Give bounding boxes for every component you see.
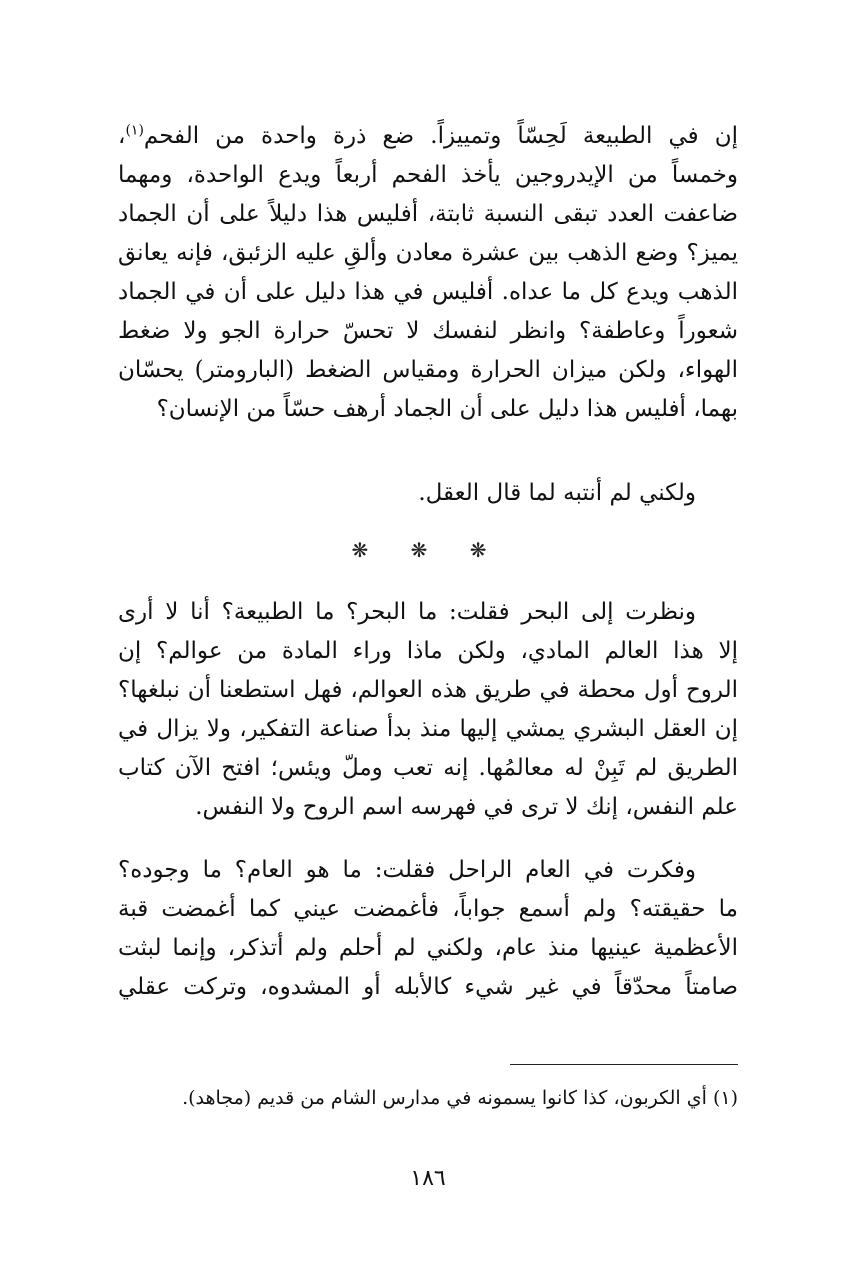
paragraph-3 <box>118 593 738 827</box>
paragraph-1-line-2: وخمساً من الإيدروجين يأخذ الفحم أربعاً ويدع الواحدة، ومهما <box>118 162 738 188</box>
paragraph-2-line-1: ولكني لم أنتبه لما قال العقل. <box>418 480 696 506</box>
paragraph-1-line-3: ضاعفت العدد تبقى النسبة ثابتة، أفليس هذا دليلاً على أن الجماد <box>118 201 738 227</box>
paragraph-3-line-2: إلا هذا العالم المادي، ولكن ماذا وراء المادة من عوالم؟ إن <box>118 638 738 664</box>
page-number: ١٨٦ <box>410 1166 446 1191</box>
paragraph-4-line-2: ما حقيقته؟ ولم أسمع جواباً، فأغمضت عيني كما أغمضت قبة <box>118 896 738 922</box>
paragraph-1-line-1-tail: ، <box>118 123 126 149</box>
paragraph-1-line-1 <box>118 117 738 156</box>
paragraph-4-line-4: صامتاً محدّقاً في غير شيء كالأبله أو المشدوه، وتركت عقلي <box>118 974 738 1000</box>
paragraph-3-line-1: ونظرت إلى البحر فقلت: ما البحر؟ ما الطبيعة؟ أنا لا أرى <box>118 599 696 625</box>
footnote: (١) أي الكربون، كذا كانوا يسمونه في مدارس الشام من قديم (مجاهد). <box>182 1087 738 1109</box>
footnote-reference[interactable]: (١) <box>125 122 144 139</box>
paragraph-3-line-3: الروح أول محطة في طريق هذه العوالم، فهل استطعنا أن نبلغها؟ <box>118 677 738 703</box>
paragraph-1-line-1-text: إن في الطبيعة لَحِسّاً وتمييزاً. ضع ذرة واحدة من الفحم <box>143 123 738 149</box>
paragraph-4-line-1: وفكرت في العام الراحل فقلت: ما هو العام؟ ما وجوده؟ <box>118 857 696 883</box>
paragraph-4-line-3: الأعظمية عينيها منذ عام، ولكني لم أحلم ولم أتذكر، وإنما لبثت <box>118 935 738 961</box>
section-separator: ❋ ❋ ❋ <box>351 538 505 562</box>
paragraph-1-line-7: الهواء، ولكن ميزان الحرارة ومقياس الضغط (البارومتر) يحسّان <box>118 357 738 383</box>
paragraph-4 <box>118 851 738 1007</box>
paragraph-1-line-6: شعوراً وعاطفة؟ وانظر لنفسك لا تحسّ حرارة الجو ولا ضغط <box>118 318 738 344</box>
paragraph-3-line-4: إن العقل البشري يمشي إليها منذ بدأ صناعة التفكير، ولا يزال في <box>118 716 738 742</box>
footnote-divider <box>510 1064 738 1065</box>
paragraph-2 <box>118 474 738 513</box>
paragraph-1-line-8: بهما، أفليس هذا دليل على أن الجماد أرهف حسّاً من الإنسان؟ <box>156 396 738 422</box>
paragraph-1-line-5: الذهب ويدع كل ما عداه. أفليس في هذا دليل على أن في الجماد <box>118 279 738 305</box>
paragraph-1 <box>118 117 738 429</box>
paragraph-3-line-6: علم النفس، إنك لا ترى في فهرسه اسم الروح ولا النفس. <box>195 794 738 820</box>
paragraph-3-line-5: الطريق لم تَبِنْ له معالمُها. إنه تعب وملّ ويئس؛ افتح الآن كتاب <box>118 755 738 781</box>
paragraph-1-line-4: يميز؟ وضع الذهب بين عشرة معادن وألقِ عليه الزئبق، فإنه يعانق <box>118 240 738 266</box>
